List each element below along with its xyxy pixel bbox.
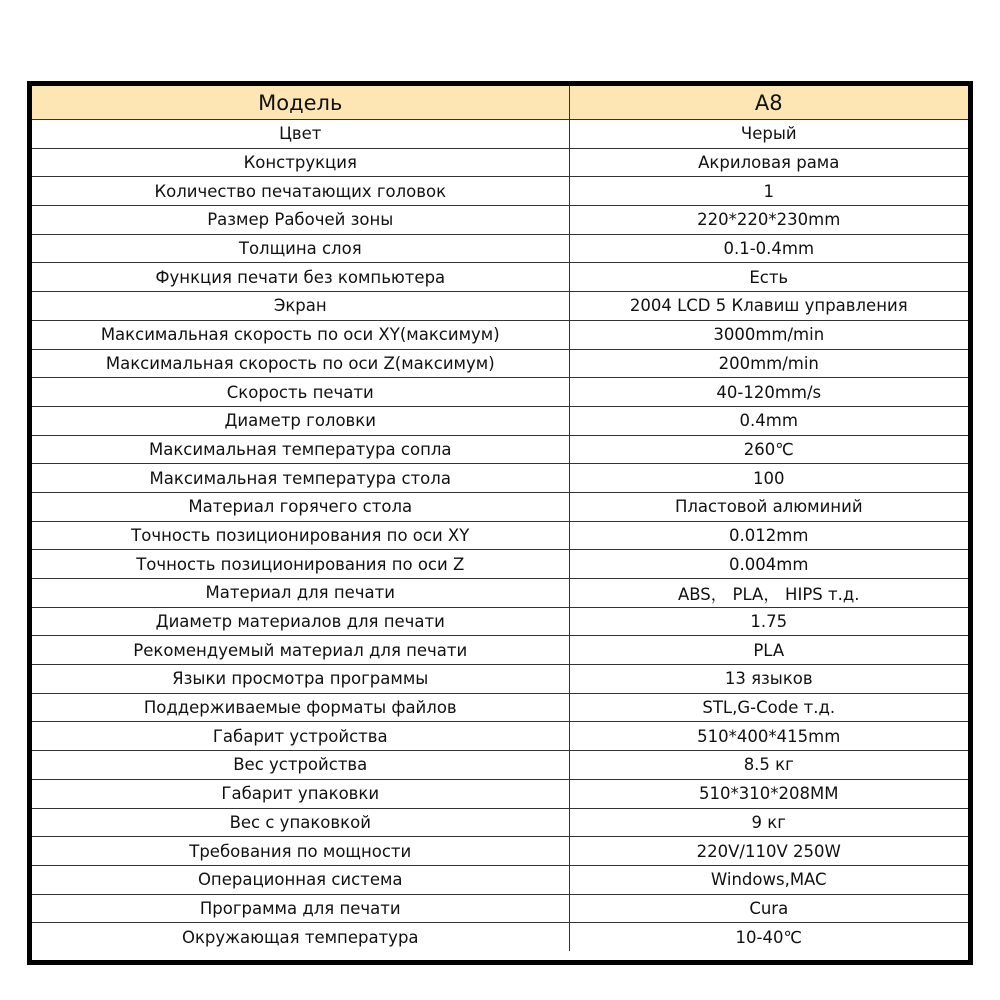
spec-label: Программа для печати <box>32 894 569 923</box>
spec-value: 10-40℃ <box>735 927 802 947</box>
spec-value: 3000mm/min <box>569 320 968 349</box>
spec-value: 220*220*230mm <box>569 206 968 235</box>
spec-label: Точность позиционирования по оси XY <box>32 521 569 550</box>
spec-label: Максимальная температура сопла <box>32 435 569 464</box>
spec-value: Акриловая рама <box>569 148 968 177</box>
spec-value: 200mm/min <box>569 349 968 378</box>
spec-value: 0.004mm <box>569 550 968 579</box>
spec-value: 9 кг <box>569 808 968 837</box>
spec-label: Вес с упаковкой <box>32 808 569 837</box>
table-row <box>32 148 968 177</box>
table-row <box>32 837 968 866</box>
spec-label: Материал для печати <box>32 579 569 608</box>
spec-value: 8.5 кг <box>569 751 968 780</box>
table-row <box>32 751 968 780</box>
table-row <box>32 865 968 894</box>
spec-label: Языки просмотра программы <box>32 665 569 694</box>
spec-label: Размер Рабочей зоны <box>32 206 569 235</box>
spec-label: Цвет <box>32 120 569 149</box>
spec-label: Скорость печати <box>32 378 569 407</box>
header-model-label: Модель <box>32 86 569 120</box>
table-row <box>32 378 968 407</box>
table-row <box>32 693 968 722</box>
spec-label: Вес устройства <box>32 751 569 780</box>
spec-label: Окружающая температура <box>32 923 569 951</box>
spec-label: Максимальная температура стола <box>32 464 569 493</box>
spec-value: 260℃ <box>569 435 968 464</box>
spec-value: 510*400*415mm <box>569 722 968 751</box>
spec-label: Толщина слоя <box>32 234 569 263</box>
spec-value: Есть <box>569 263 968 292</box>
spec-value: Windows,MAC <box>569 865 968 894</box>
table-row <box>32 492 968 521</box>
table-row <box>32 779 968 808</box>
table-row <box>32 120 968 149</box>
table-row <box>32 406 968 435</box>
table-row <box>32 177 968 206</box>
spec-value: Cura <box>569 894 968 923</box>
table-row <box>32 521 968 550</box>
table-row <box>32 234 968 263</box>
table-row <box>32 206 968 235</box>
spec-label: Поддерживаемые форматы файлов <box>32 693 569 722</box>
spec-value: Пластовой алюминий <box>569 492 968 521</box>
table-row <box>32 263 968 292</box>
spec-label: Рекомендуемый материал для печати <box>32 636 569 665</box>
spec-value: 40-120mm/s <box>569 378 968 407</box>
table-row <box>32 349 968 378</box>
spec-value: PLA <box>569 636 968 665</box>
spec-value: STL,G-Code т.д. <box>569 693 968 722</box>
table-row <box>32 292 968 321</box>
spec-value: 2004 LCD 5 Клавиш управления <box>569 292 968 321</box>
table-row <box>32 435 968 464</box>
header-row <box>32 86 968 120</box>
table-row <box>32 636 968 665</box>
spec-value: 1.75 <box>569 607 968 636</box>
table-row <box>32 894 968 923</box>
spec-label: Операционная система <box>32 865 569 894</box>
spec-value: 100 <box>569 464 968 493</box>
spec-label: Экран <box>32 292 569 321</box>
table-row <box>32 320 968 349</box>
table-row <box>32 808 968 837</box>
spec-label: Габарит упаковки <box>32 779 569 808</box>
spec-value: 13 языков <box>569 665 968 694</box>
table-row <box>32 722 968 751</box>
table-row <box>32 607 968 636</box>
spec-value: Черый <box>569 120 968 149</box>
table-row <box>32 464 968 493</box>
header-model-value: A8 <box>569 86 968 120</box>
spec-label: Диаметр материалов для печати <box>32 607 569 636</box>
table-row <box>32 923 968 951</box>
spec-label: Материал горячего стола <box>32 492 569 521</box>
spec-label: Габарит устройства <box>32 722 569 751</box>
spec-value: 0.1-0.4mm <box>569 234 968 263</box>
spec-value: 1 <box>569 177 968 206</box>
spec-value: ABS， PLA， HIPS т.д. <box>569 579 968 608</box>
spec-rows <box>32 120 968 951</box>
spec-table <box>32 86 968 951</box>
spec-label: Функция печати без компьютера <box>32 263 569 292</box>
table-row <box>32 579 968 608</box>
spec-label: Диаметр головки <box>32 406 569 435</box>
spec-value: 0.4mm <box>569 406 968 435</box>
spec-value: 510*310*208MM <box>569 779 968 808</box>
table-row <box>32 550 968 579</box>
spec-label: Конструкция <box>32 148 569 177</box>
spec-label: Количество печатающих головок <box>32 177 569 206</box>
spec-table-frame <box>27 81 973 965</box>
spec-label: Точность позиционирования по оси Z <box>32 550 569 579</box>
table-row <box>32 665 968 694</box>
spec-label: Максимальная скорость по оси XY(максимум) <box>32 320 569 349</box>
spec-value: 220V/110V 250W <box>569 837 968 866</box>
spec-label: Максимальная скорость по оси Z(максимум) <box>32 349 569 378</box>
spec-value: 0.012mm <box>569 521 968 550</box>
spec-label: Требования по мощности <box>32 837 569 866</box>
